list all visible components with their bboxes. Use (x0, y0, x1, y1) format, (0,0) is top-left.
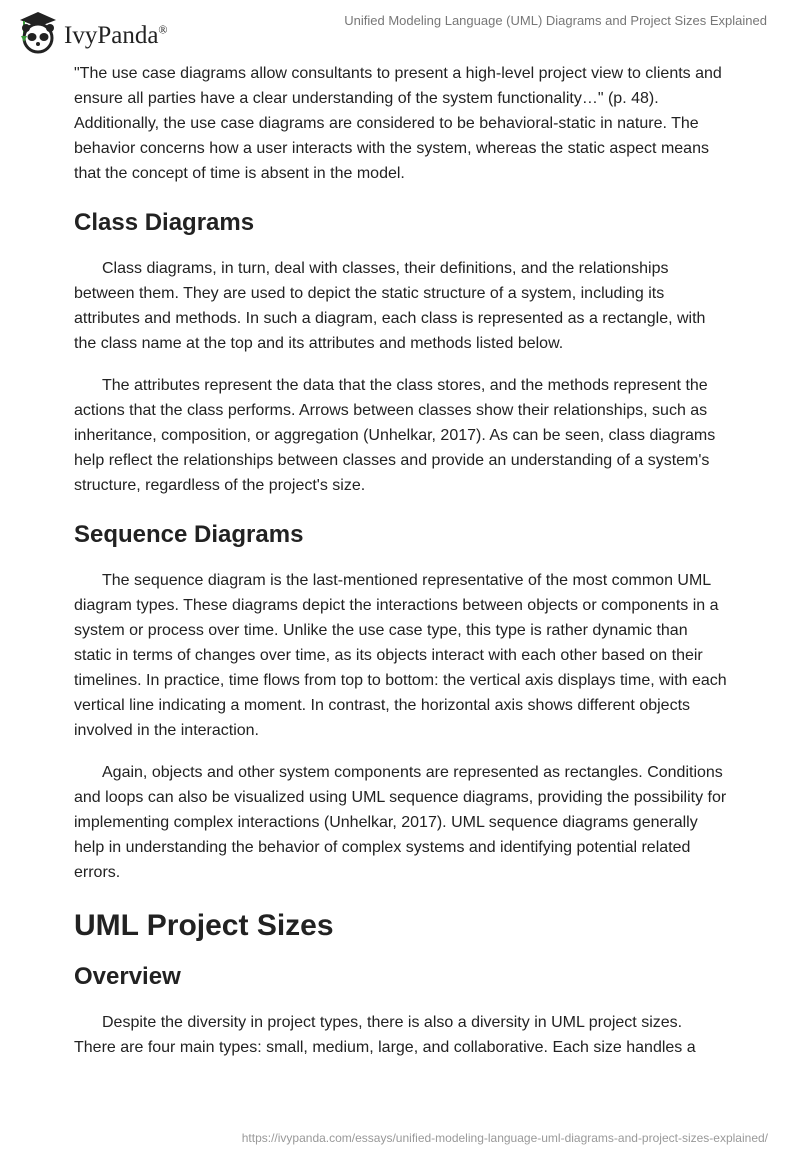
logo-text (64, 22, 168, 50)
paragraph: The sequence diagram is the last-mentioned representative of the most common UML diagram types. These diagrams depict the interactions between objects or components in a system or process over time. Unlike the use case type, this type is rather dynamic than static in terms of changes over time, as its objects interact with each other based on their timelines. In practice, time flows from top to bottom: the vertical axis displays time, with each vertical line indicating a moment. In contrast, the horizontal axis shows different objects involved in the interaction. (74, 572, 727, 739)
header (0, 0, 800, 50)
article-body (74, 61, 728, 1077)
paragraph: The attributes represent the data that the class stores, and the methods represent the actions that the class performs. Arrows between classes show their relationships, such as inheritance, composition, or aggregation (Unhelkar, 2017). As can be seen, class diagrams help reflect the relationships between classes and provide an understanding of a system's structure, regardless of the project's size. (74, 377, 716, 494)
heading-sequence-diagrams: Sequence Diagrams (74, 521, 304, 548)
document-title: Unified Modeling Language (UML) Diagrams and Project Sizes Explained (344, 13, 767, 28)
paragraph: Again, objects and other system components are represented as rectangles. Conditions and loops can also be visualized using UML sequence diagrams, providing the possibility for implementing complex interactions (Unhelkar, 2017). UML sequence diagrams generally help in understanding the behavior of complex systems and identifying potential related errors. (74, 764, 727, 881)
paragraph: "The use case diagrams allow consultants to present a high-level project view to clients and ensure all parties have a clear understanding of the system functionality…" (p. 48). Additionally, the use case diagrams are considered to be behavioral-static in nature. The behavior concerns how a user interacts with the system, whereas the static aspect means that the concept of time is absent in the model. (74, 65, 722, 182)
source-url[interactable]: https://ivypanda.com/essays/unified-modeling-language-uml-diagrams-and-project-sizes-explained/ (241, 1131, 768, 1145)
registered-mark: ® (158, 22, 168, 37)
paragraph: Class diagrams, in turn, deal with classes, their definitions, and the relationships between them. They are used to depict the static structure of a system, including its attributes and methods. In such a diagram, each class is represented as a rectangle, with the class name at the top and its attributes and methods listed below. (74, 260, 706, 352)
logo-name: IvyPanda (64, 22, 159, 49)
heading-class-diagrams: Class Diagrams (74, 209, 255, 236)
panda-graduate-icon (18, 10, 58, 54)
heading-uml-project-sizes: UML Project Sizes (74, 909, 334, 942)
heading-overview: Overview (74, 963, 181, 990)
paragraph: Despite the diversity in project types, there is also a diversity in UML project sizes. There are four main types: small, medium, large, and collaborative. Each size handles a (74, 1014, 696, 1056)
ivypanda-logo[interactable] (18, 10, 168, 54)
